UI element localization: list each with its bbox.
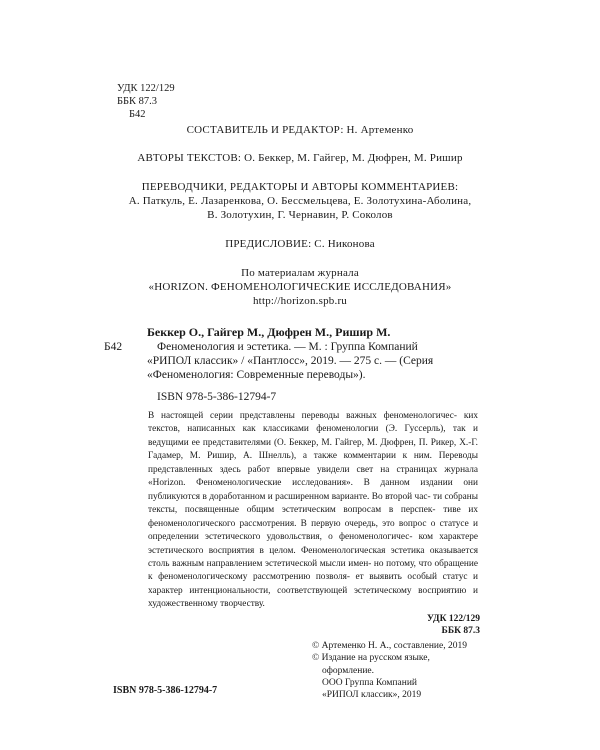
annotation-line: они публикуются в доработанном и расширенном варианте. Во второй час-	[148, 478, 478, 502]
annotation	[148, 410, 478, 612]
compiler-credit: СОСТАВИТЕЛЬ И РЕДАКТОР: Н. Артеменко	[186, 124, 414, 136]
translators-line-1: А. Паткуль, Е. Лазаренкова, О. Бессмельцева, Е. Золотухина-Аболина,	[128, 195, 472, 207]
annotation-line: эстетическому восприятию и художественному творчеству.	[148, 585, 479, 610]
copyright-line: «РИПОЛ классик», 2019	[322, 690, 422, 701]
annotation-line: эстетика оказывается столь важным направлением эстетической мысли имен-	[148, 545, 478, 569]
author-mark: Б42	[129, 109, 146, 120]
authors-credit: АВТОРЫ ТЕКСТОВ: О. Беккер, М. Гайгер, М. Дюфрен, М. Ришир	[137, 152, 463, 164]
bottom-isbn: ISBN 978-5-386-12794-7	[113, 685, 218, 696]
journal-url: http://horizon.spb.ru	[252, 295, 348, 307]
annotation-line: П. Рикер, Х.-Г. Гадамер, М. Ришир, А. Шнелль), а также комментарии к ним.	[148, 437, 478, 462]
copyright-line: © Артеменко Н. А., составление, 2019	[312, 641, 467, 651]
bbk-code: ББК 87.3	[117, 96, 158, 107]
copyright-line: ООО Группа Компаний	[322, 677, 417, 688]
annotation-line: Переводы представленных здесь работ впервые увидели свет на страницах	[148, 451, 478, 475]
annotation-line: ет выявить особый статус и характер интенциональности, соответствующей	[148, 572, 478, 596]
classification-codes	[117, 82, 175, 121]
copyright-line: © Издание на русском языке,	[312, 653, 430, 664]
bib-authors: Беккер О., Гайгер М., Дюфрен М., Ришир М.	[147, 325, 391, 339]
copyright-line: оформление.	[322, 665, 374, 676]
bottom-udk: УДК 122/129	[427, 614, 480, 624]
foreword-credit: ПРЕДИСЛОВИЕ: С. Никонова	[225, 238, 375, 250]
bib-line-3: «Феноменология: Современные переводы»).	[147, 369, 366, 381]
annotation-line: ти собраны тексты, посвященные общим эстетическим вопросам в перспек-	[148, 491, 478, 516]
annotation-line: и ведущими ее представителями (О. Беккер, М. Гайгер, М. Дюфрен,	[148, 424, 478, 448]
annotation-line: ком характере эстетического восприятия в целом. Феноменологическая	[148, 532, 478, 556]
annotation-line: тиве их феноменологического рассмотрения. В первую очередь, это вопрос	[148, 505, 479, 529]
bottom-bbk: ББК 87.3	[441, 626, 480, 636]
translators-heading: ПЕРЕВОДЧИКИ, РЕДАКТОРЫ И АВТОРЫ КОММЕНТАРИЕВ:	[141, 181, 459, 193]
bib-code: Б42	[104, 341, 123, 353]
copyright-block	[312, 640, 467, 701]
journal-intro: По материалам журнала	[241, 267, 359, 279]
bib-isbn: ISBN 978-5-386-12794-7	[157, 391, 277, 403]
bib-line-2: «РИПОЛ классик» / «Пантлосс», 2019. — 275 с. — (Серия	[147, 355, 434, 367]
annotation-line: журнала «Horizon. Феноменологические исследования». В данном издании	[148, 464, 479, 489]
translators-line-2: В. Золотухин, Г. Чернавин, Р. Соколов	[207, 209, 393, 221]
annotation-line: о статусе и определении эстетического удовольствия, о феноменологичес-	[148, 518, 479, 543]
annotation-line: В настоящей серии представлены переводы важных феноменологичес-	[148, 411, 458, 421]
bib-line-1: Феноменология и эстетика. — М. : Группа Компаний	[157, 341, 418, 353]
annotation-line: но потому, что обращение к феноменологическому рассмотрению позволя-	[148, 558, 479, 583]
annotation-line: ких текстов, написанных как классиками феноменологии (Э. Гуссерль), так	[148, 411, 478, 435]
udk-code: УДК 122/129	[117, 83, 175, 94]
journal-title: «HORIZON. ФЕНОМЕНОЛОГИЧЕСКИЕ ИССЛЕДОВАНИЯ»	[148, 281, 452, 293]
